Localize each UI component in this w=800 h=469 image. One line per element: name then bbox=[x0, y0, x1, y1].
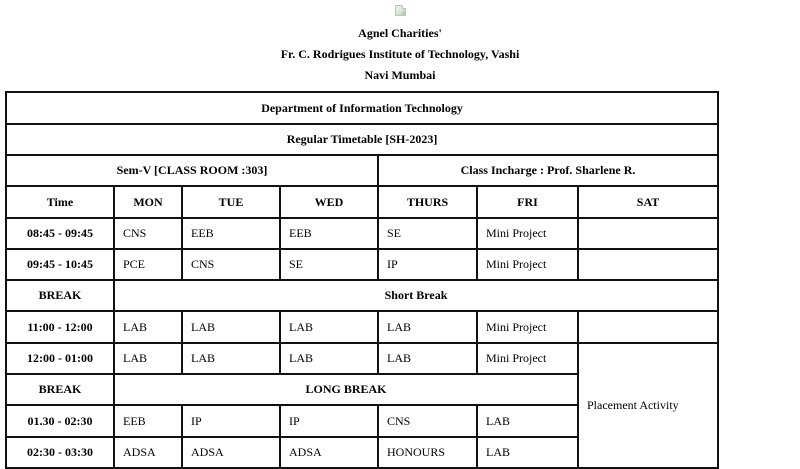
table-row bbox=[6, 218, 718, 249]
cell-sat bbox=[578, 249, 718, 280]
cell-mon: LAB bbox=[114, 311, 182, 343]
long-break-text: LONG BREAK bbox=[114, 374, 578, 405]
table-row bbox=[6, 249, 718, 280]
semester-info: Sem-V [CLASS ROOM :303] bbox=[6, 155, 378, 186]
time-slot: 11:00 - 12:00 bbox=[6, 311, 114, 343]
time-slot: 02:30 - 03:30 bbox=[6, 437, 114, 468]
column-header-mon: MON bbox=[114, 186, 182, 218]
column-header-thurs: THURS bbox=[378, 186, 477, 218]
cell-sat bbox=[578, 218, 718, 249]
time-slot: 09:45 - 10:45 bbox=[6, 249, 114, 280]
time-slot: 12:00 - 01:00 bbox=[6, 343, 114, 374]
cell-tue: LAB bbox=[182, 343, 280, 374]
cell-sat bbox=[578, 311, 718, 343]
broken-image-icon bbox=[395, 5, 406, 16]
cell-thurs: CNS bbox=[378, 405, 477, 437]
break-label: BREAK bbox=[6, 374, 114, 405]
cell-mon: PCE bbox=[114, 249, 182, 280]
cell-mon: ADSA bbox=[114, 437, 182, 468]
cell-mon: EEB bbox=[114, 405, 182, 437]
cell-fri: Mini Project bbox=[477, 311, 578, 343]
cell-fri: LAB bbox=[477, 437, 578, 468]
cell-fri: LAB bbox=[477, 405, 578, 437]
cell-wed: ADSA bbox=[280, 437, 378, 468]
cell-wed: IP bbox=[280, 405, 378, 437]
time-slot: 01.30 - 02:30 bbox=[6, 405, 114, 437]
column-header-row bbox=[6, 186, 718, 218]
column-header-sat: SAT bbox=[578, 186, 718, 218]
table-row bbox=[6, 311, 718, 343]
cell-wed: LAB bbox=[280, 343, 378, 374]
column-header-tue: TUE bbox=[182, 186, 280, 218]
cell-thurs: HONOURS bbox=[378, 437, 477, 468]
institute-location: Navi Mumbai bbox=[364, 68, 436, 82]
cell-thurs: IP bbox=[378, 249, 477, 280]
cell-fri: Mini Project bbox=[477, 218, 578, 249]
cell-thurs: SE bbox=[378, 218, 477, 249]
header-line-1: Agnel Charities' bbox=[358, 26, 442, 40]
cell-tue: CNS bbox=[182, 249, 280, 280]
cell-fri: Mini Project bbox=[477, 343, 578, 374]
time-slot: 08:45 - 09:45 bbox=[6, 218, 114, 249]
cell-mon: CNS bbox=[114, 218, 182, 249]
timetable-title: Regular Timetable [SH-2023] bbox=[6, 124, 718, 155]
cell-thurs: LAB bbox=[378, 343, 477, 374]
cell-fri: Mini Project bbox=[477, 249, 578, 280]
short-break-row bbox=[6, 280, 718, 311]
cell-tue: ADSA bbox=[182, 437, 280, 468]
cell-wed: SE bbox=[280, 249, 378, 280]
cell-wed: LAB bbox=[280, 311, 378, 343]
cell-tue: EEB bbox=[182, 218, 280, 249]
column-header-time: Time bbox=[6, 186, 114, 218]
class-incharge: Class Incharge : Prof. Sharlene R. bbox=[378, 155, 718, 186]
cell-tue: IP bbox=[182, 405, 280, 437]
department-title: Department of Information Technology bbox=[6, 92, 718, 124]
placement-activity-cell: Placement Activity bbox=[578, 343, 718, 468]
institute-name: Fr. C. Rodrigues Institute of Technology, Vashi bbox=[280, 47, 520, 61]
cell-thurs: LAB bbox=[378, 311, 477, 343]
timetable bbox=[5, 91, 719, 469]
cell-wed: EEB bbox=[280, 218, 378, 249]
cell-tue: LAB bbox=[182, 311, 280, 343]
table-row bbox=[6, 343, 718, 374]
column-header-fri: FRI bbox=[477, 186, 578, 218]
cell-mon: LAB bbox=[114, 343, 182, 374]
break-label: BREAK bbox=[6, 280, 114, 311]
short-break-text: Short Break bbox=[114, 280, 718, 311]
column-header-wed: WED bbox=[280, 186, 378, 218]
